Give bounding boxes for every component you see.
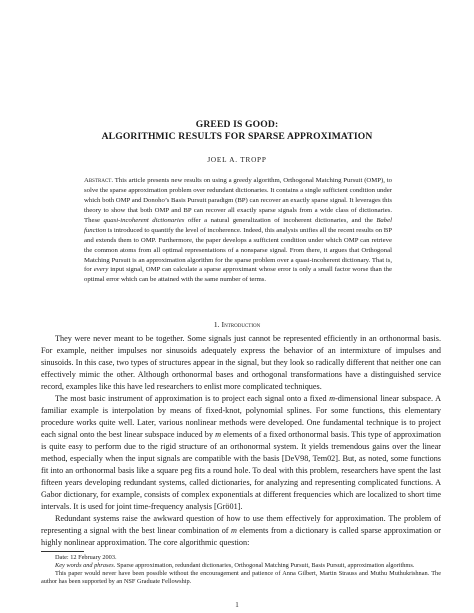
- body-paragraph-3: [41, 513, 441, 549]
- body-paragraph-1: They were never meant to be together. Some signals just cannot be represented efficiently in an orthonormal basis. For example, neither impulses nor sinusoids adequately express the behavior of an intermixture of impulses and sinusoids. In this case, two types of structures appear in the signal, but they look so radically different that neither one can effectively mimic the other. Although orthonormal bases and orthogonal transformations have a distinguished service record, examples like this have led researchers to enlist more complicated techniques.: [41, 334, 441, 391]
- footnote-rule: [41, 551, 84, 552]
- abstract-text-1: This article presents new results on using a greedy algorithm, Orthogonal Matching Pursuit (OMP), to solve the sparse approximation problem over redundant dictionaries. It contains a single sufficient condition under which both OMP and Donoho’s Basis Pursuit paradigm (BP) can recover an exactly sparse signal. It leverages this theory to show that both OMP and BP can recover all exactly sparse signals from a wide class of dictionaries. These: [84, 177, 392, 224]
- abstract-emph-babel-function: Babel function: [84, 216, 392, 234]
- author-name: JOEL A. TROPP: [207, 156, 267, 164]
- body-p3-text-b: elements from a dictionary is called sparse approximation or highly nonlinear approximation. The core algorithmic question:: [41, 526, 441, 547]
- abstract-text-3: is introduced to quantify the level of incoherence. Indeed, this analysis unifies all the recent results on BP and extends them to OMP. Furthermore, the paper develops a sufficient condition under which OMP can retrieve the common atoms from all optimal representations of a nonsparse signal. From there, it argues that Orthogonal Matching Pursuit is an approximation algorithm for the sparse problem over a quasi-incoherent dictionary. That is, for: [84, 226, 392, 274]
- paper-title-line-2: ALGORITHMIC RESULTS FOR SPARSE APPROXIMATION: [101, 131, 373, 142]
- footnote-date: Date: 12 February 2003.: [55, 554, 117, 561]
- abstract-text-2: offer a natural generalization of incoherent dictionaries, and the: [184, 216, 377, 224]
- math-m: m: [231, 526, 237, 535]
- abstract-emph-every: every: [93, 266, 109, 274]
- math-m: m: [329, 394, 336, 403]
- abstract-label: Abstract.: [84, 177, 114, 184]
- section-title: Introduction: [221, 320, 261, 329]
- keywords-label: Key words and phrases.: [55, 562, 116, 569]
- body-p2-text-b: -dimensional linear subspace. A familiar example is interpolation by means of fixed-knot, polynomial splines. For some functions, this elementary procedure works quite well. Later, various nonlinear methods were developed. One fundamental technique is to project each signal onto the best linear subspace induced by: [41, 394, 441, 439]
- body-p2-text-c: elements of a fixed orthonormal basis. This type of approximation is quite easy to perform due to the rigid structure of an orthonormal system. It yields tremendous gains over the linear method, especially when the input signals are compatible with the basis [DeV98, Tem02]. But, as noted, some functions fit into an orthonormal basis like a square peg fits a round hole. To deal with this problem, researchers have spent the last fifteen years developing redundant systems, called dictionaries, for analyzing and representing complicated functions. A Gabor dictionary, for example, consists of complex exponentials at different frequencies which are localized to short time intervals. It is used for joint time-frequency analysis [Grö01].: [41, 430, 441, 511]
- section-number: 1.: [213, 320, 222, 329]
- body-text: [41, 333, 441, 549]
- section-heading: [0, 320, 474, 329]
- keywords-text: Sparse approximation, redundant dictionaries, Orthogonal Matching Pursuit, Basis Pursuit, approximation algorithms.: [115, 562, 415, 569]
- footnotes: [41, 554, 441, 586]
- abstract: [84, 176, 392, 285]
- page-number: 1: [235, 601, 239, 609]
- body-paragraph-2: [41, 393, 441, 513]
- body-p3-text-a: Redundant systems raise the awkward question of how to use them effectively for approximation. The problem of representing a signal with the best linear combination of: [41, 514, 441, 535]
- body-p2-text-a: The most basic instrument of approximation is to project each signal onto a fixed: [55, 394, 330, 403]
- math-m: m: [215, 430, 221, 439]
- abstract-emph-quasi-incoherent: quasi-incoherent dictionaries: [103, 216, 185, 224]
- paper-title-line-1: GREED IS GOOD:: [195, 119, 279, 130]
- footnote-keywords: [41, 562, 441, 570]
- footnote-thanks: This paper would never have been possible without the encouragement and patience of Anna Gilbert, Martin Strauss and Muthu Muthukrishnan. The author has been supported by an NSF Graduate Fellowship.: [41, 570, 441, 585]
- abstract-text-4: input signal, OMP can calculate a sparse approximant whose error is only a small factor worse than the optimal error which can be attained with the same number of terms.: [84, 266, 393, 284]
